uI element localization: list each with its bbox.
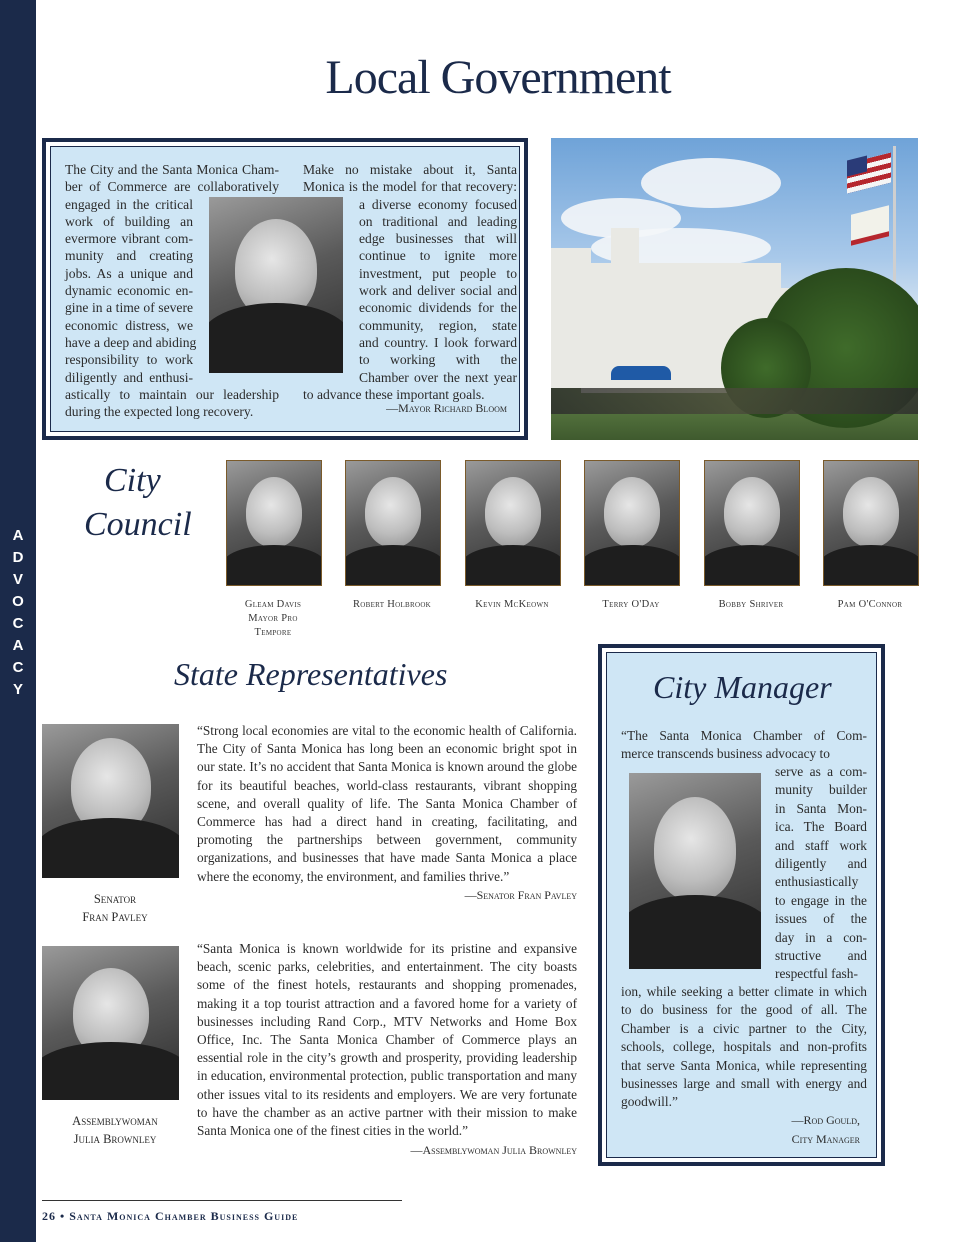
text-line: a diverse economy focused (359, 196, 517, 212)
text-line: munity builder (775, 782, 867, 798)
senator-attribution: —Senator Fran Pavley (464, 888, 577, 902)
text-line: and staff work (775, 837, 867, 853)
advocacy-letter: O (12, 593, 24, 610)
council-member-title: Mayor Pro Tempore (248, 613, 298, 638)
text-line: work and deliver social and (359, 283, 517, 299)
advocacy-letter: V (12, 571, 23, 588)
council-member-photo (584, 460, 680, 586)
assemblywoman-attribution: —Assemblywoman Julia Brownley (410, 1143, 577, 1157)
manager-text-side (775, 763, 867, 984)
city-hall-photo (551, 138, 918, 440)
council-member-name: Bobby Shriver (718, 599, 784, 610)
text-line: respectful fash- (775, 966, 858, 982)
text-line: have a deep and abiding (65, 334, 197, 350)
advocacy-letter: Y (12, 681, 23, 698)
manager-attribution (700, 1111, 860, 1149)
text-line: to advance these important goals. (303, 386, 485, 402)
senator-caption-title: Senator (93, 892, 137, 906)
text-line: gine in a time of severe (65, 300, 193, 316)
text-line: edge businesses that will (359, 231, 517, 247)
assemblywoman-caption (42, 1112, 188, 1148)
advocacy-letter: A (12, 527, 24, 544)
text-line: serve as a com- (775, 764, 867, 779)
text-line: munity and creating (65, 248, 193, 264)
publication-name: Santa Monica Chamber Business Guide (69, 1209, 299, 1223)
assemblywoman-photo (42, 946, 179, 1100)
assemblywoman-quote: “Santa Monica is known worldwide for its pristine and expansive beach, scenic parks, celebrities, and entertainment. The city boasts some of the finest hotels, restaurants and shopping promenades, making it a top tourist attraction and a favored home for a variety of businesses including Rand Corp., MTV Networks and Home Box Office, Inc. The Santa Monica Chamber of Commerce plays an essential role in the city’s growth and prosperity, providing leadership in education, environmental protection, public transportation and many other issues vital to its residents and employers. We are very fortunate to have the chamber as an active partner with their mission to make Santa Monica one of the finest cities in the world.” (197, 941, 577, 1139)
council-member-caption (809, 598, 931, 612)
text-line: structive and (775, 948, 867, 964)
mayor-quote-box (42, 138, 528, 440)
text-line: community, region, state (359, 317, 517, 333)
council-member-name: Kevin McKeown (475, 599, 549, 610)
text-line: diligently and (775, 856, 867, 872)
text-line: Monica is the model for that recovery: (303, 179, 517, 195)
assemblywoman-caption-title: Assemblywoman (72, 1114, 158, 1128)
city-manager-heading: City Manager (653, 669, 832, 705)
mayor-attribution: —Mayor Richard Bloom (386, 401, 507, 415)
city-council-heading-line1: City (104, 462, 161, 499)
council-member-caption (690, 598, 812, 612)
section-label-advocacy (0, 525, 36, 701)
senator-photo (42, 724, 179, 878)
page-footer (42, 1209, 298, 1224)
california-flag-icon (851, 205, 889, 245)
text-line: evermore vibrant com- (65, 231, 193, 247)
council-member-caption (451, 598, 573, 612)
text-line: “The Santa Monica Chamber of Com- (621, 728, 867, 743)
mayor-photo (209, 197, 343, 373)
city-manager-photo (629, 773, 761, 969)
text-line: economic dividends for the (359, 300, 517, 316)
text-line: enthusiastically (775, 874, 859, 890)
text-line: continue to ignite more (359, 248, 517, 264)
city-council-heading-line2: Council (84, 506, 192, 543)
text-line: ber of Commerce are collaboratively (65, 179, 279, 195)
council-member-photo (823, 460, 919, 586)
text-line: investment, put people to (359, 265, 517, 281)
text-line: day in a con- (775, 929, 867, 945)
council-member-name: Terry O'Day (602, 599, 660, 610)
text-line: diligently and enthusi- (65, 369, 193, 385)
text-line: jobs. As a unique and (65, 265, 193, 281)
footer-rule (42, 1200, 402, 1201)
text-line: in Santa Mon- (775, 800, 867, 816)
manager-attribution-name: —Rod Gould, (791, 1113, 860, 1127)
advocacy-letter: C (12, 615, 24, 632)
senator-caption-name: Fran Pavley (82, 910, 148, 924)
advocacy-letter: D (12, 549, 24, 566)
text-line: The City and the Santa Monica Cham- (65, 162, 279, 177)
page-title: Local Government (325, 51, 671, 104)
manager-attribution-title: City Manager (791, 1132, 860, 1146)
advocacy-letter: C (12, 659, 24, 676)
text-line: economic distress, we (65, 317, 193, 333)
text-line: to engage in the (775, 892, 867, 908)
text-line: work of building an (65, 213, 193, 229)
council-member-name: Pam O'Connor (837, 599, 903, 610)
state-representatives-heading: State Representatives (174, 656, 448, 692)
council-member-caption (570, 598, 692, 612)
text-line: responsibility to work (65, 352, 193, 368)
council-member-photo (704, 460, 800, 586)
text-line: to working with the (359, 352, 517, 368)
council-member-name: Gleam Davis (244, 599, 302, 610)
council-member-photo (226, 460, 322, 586)
city-manager-box (598, 644, 885, 1166)
footer-bullet: • (60, 1209, 66, 1223)
council-member-caption (331, 598, 453, 612)
text-line: issues of the (775, 911, 867, 927)
manager-text-top (621, 727, 867, 764)
advocacy-letter: A (12, 637, 24, 654)
text-line: astically to maintain our leadership (65, 386, 279, 402)
text-line: Make no mistake about it, Santa (303, 162, 517, 177)
senator-quote: “Strong local economies are vital to the economic health of California. The City of Santa Monica has long been an economic bright spot in our state. It’s no accident that Santa Monica is known around the globe for its beautiful beaches, world-class restaurants, vibrant shopping scene, and overall quality of life. The Santa Monica Chamber of Commerce has had a direct hand in creating, facilitating, and promoting the partnerships between government, community organizations, and businesses that have made Santa Monica a place where the economy, the environment, and families thrive.” (197, 723, 577, 884)
council-member-photo (465, 460, 561, 586)
text-line: dynamic economic en- (65, 283, 193, 299)
text-line: Chamber over the next year (359, 369, 517, 385)
text-line: engaged in the critical (65, 196, 193, 212)
assemblywoman-caption-name: Julia Brownley (73, 1132, 157, 1146)
manager-text-bottom: ion, while seeking a better climate in which to do business for the good of all. The Chamber is a civic partner to the City, schools, college, hospitals and non-profits that serve Santa Monica, while representing businesses large and small with energy and goodwill.” (621, 984, 867, 1110)
council-member-caption (212, 598, 334, 640)
council-member-photo (345, 460, 441, 586)
text-line: on traditional and leading (359, 213, 517, 229)
text-line: ica. The Board (775, 819, 867, 835)
page-number: 26 (42, 1209, 56, 1223)
council-member-name: Robert Holbrook (352, 599, 432, 610)
text-line: during the expected long recovery. (65, 404, 254, 420)
text-line: and country. I look forward (359, 334, 517, 350)
senator-caption (42, 890, 188, 926)
text-line: merce transcends business advocacy to (621, 746, 830, 762)
